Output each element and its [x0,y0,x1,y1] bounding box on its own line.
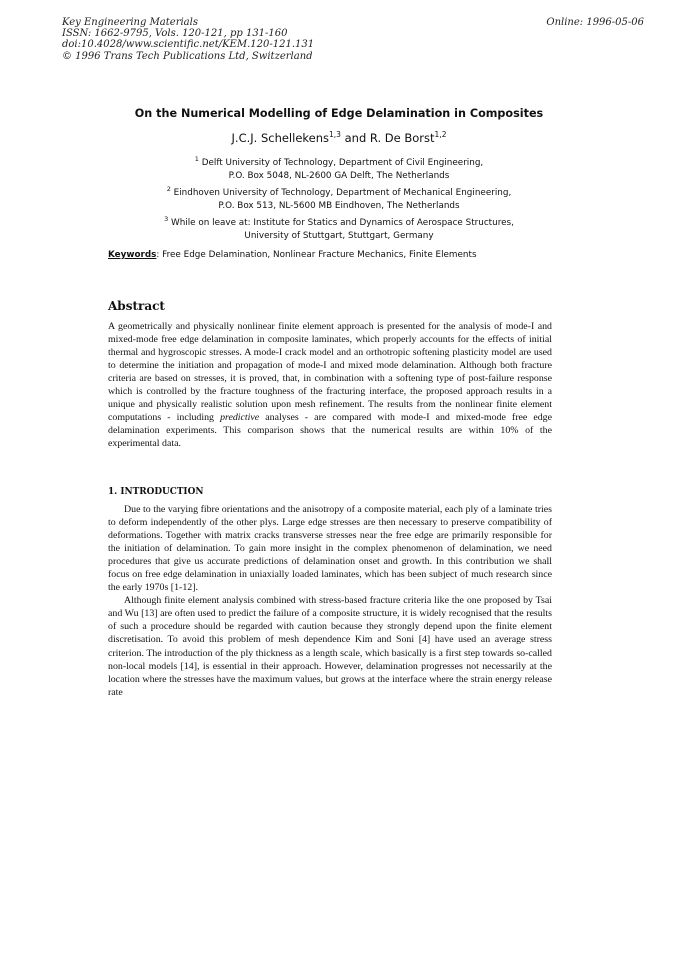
doi-line[interactable]: doi:10.4028/www.scientific.net/KEM.120-121.131 [62,39,315,51]
issn-line: ISSN: 1662-9795, Vols. 120-121, pp 131-160 [62,28,288,40]
affiliation-1 [0,153,678,183]
author-line [0,130,678,145]
online-date: Online: 1996-05-06 [546,17,644,28]
keywords-line [108,250,558,260]
author-2: R. De Borst [369,130,435,145]
affiliation-address: P.O. Box 513, NL-5600 MB Eindhoven, The Netherlands [218,200,460,211]
author-and: and [340,130,370,145]
journal-header [62,17,314,62]
affiliation-number: 3 [164,215,169,223]
affiliation-line: While on leave at: Institute for Statics and Dynamics of Aerospace Structures, [168,217,514,228]
copyright-line: © 1996 Trans Tech Publications Ltd, Switzerland [62,50,313,62]
abstract-body [108,320,552,450]
introduction-body [108,503,552,699]
affiliation-2 [0,183,678,213]
affiliation-address: P.O. Box 5048, NL-2600 GA Delft, The Netherlands [228,170,450,181]
author-1-affil: 1,3 [329,130,341,139]
affiliation-number: 1 [194,155,199,163]
paper-title: On the Numerical Modelling of Edge Delamination in Composites [134,107,544,120]
abstract-text-1: A geometrically and physically nonlinear finite element approach is presented for the analysis of mode-I and mixed-mode free edge delamination in composite laminates, which properly accounts for the effects of initial thermal and hygroscopic stresses. A mode-I crack model and an orthotropic softening plasticity model are used to determine the initiation and propagation of mode-I and mixed mode delamination. Although both fracture criteria are based on stresses, it is proved, that, in combination with a softening type of post-failure response which is controlled by the fracture toughness of the fracturing interface, the proposed approach results in a unique and physically realistic solution upon mesh refinement. The results from the nonlinear finite element computations - including [108,321,552,424]
intro-paragraph-1: Due to the varying fibre orientations and the anisotropy of a composite material, each ply of a laminate tries to deform independently of the other plys. Large edge stresses are then necessary to preserve compatibility of deformations. Together with matrix cracks transverse stresses near the free edge are primarily responsible for the initiation of delamination. To gain more insight in the complex phenomenon of delamination, we need procedures that give us accurate predictions of delamination onset and growth. In this contribution we shall focus on free edge delamination in uniaxially loaded laminates, which has been subject of much research since the early 1970s [1-12]. [108,504,552,594]
keywords-label: Keywords [108,250,157,260]
affiliation-number: 2 [166,185,171,193]
abstract-heading: Abstract [108,299,165,313]
affiliation-line: Eindhoven University of Technology, Department of Mechanical Engineering, [170,187,512,198]
author-2-affil: 1,2 [434,130,447,139]
keywords-text: : Free Edge Delamination, Nonlinear Fracture Mechanics, Finite Elements [156,250,477,260]
abstract-emphasis: predictive [220,412,260,424]
author-1: J.C.J. Schellekens [231,130,330,145]
intro-paragraph-2: Although finite element analysis combined with stress-based fracture criteria like the one proposed by Tsai and Wu [13] are often used to predict the failure of a composite structure, it is widely recognised that the results of such a procedure should be regarded with caution because they strongly depend upon the finite element discretisation. To avoid this problem of mesh dependence Kim and Soni [4] have used an average stress criterion. The introduction of the ply thickness as a length scale, which basically is a first step towards so-called non-local models [14], is essential in their approach. However, delamination progresses not necessarily at the location where the stresses have the maximum values, but grows at the interface where the strain energy release rate [108,595,552,698]
abstract-text-2: analyses - are compared with mode-I and mixed-mode free edge delamination experiments. This comparison shows that the numerical results are within 10% of the experimental data. [108,412,552,450]
journal-name: Key Engineering Materials [62,17,198,28]
affiliation-3 [0,213,678,243]
affiliation-line: Delft University of Technology, Department of Civil Engineering, [198,157,484,168]
section-heading-introduction: 1. INTRODUCTION [108,487,204,497]
affiliation-address: University of Stuttgart, Stuttgart, Germany [244,230,434,241]
